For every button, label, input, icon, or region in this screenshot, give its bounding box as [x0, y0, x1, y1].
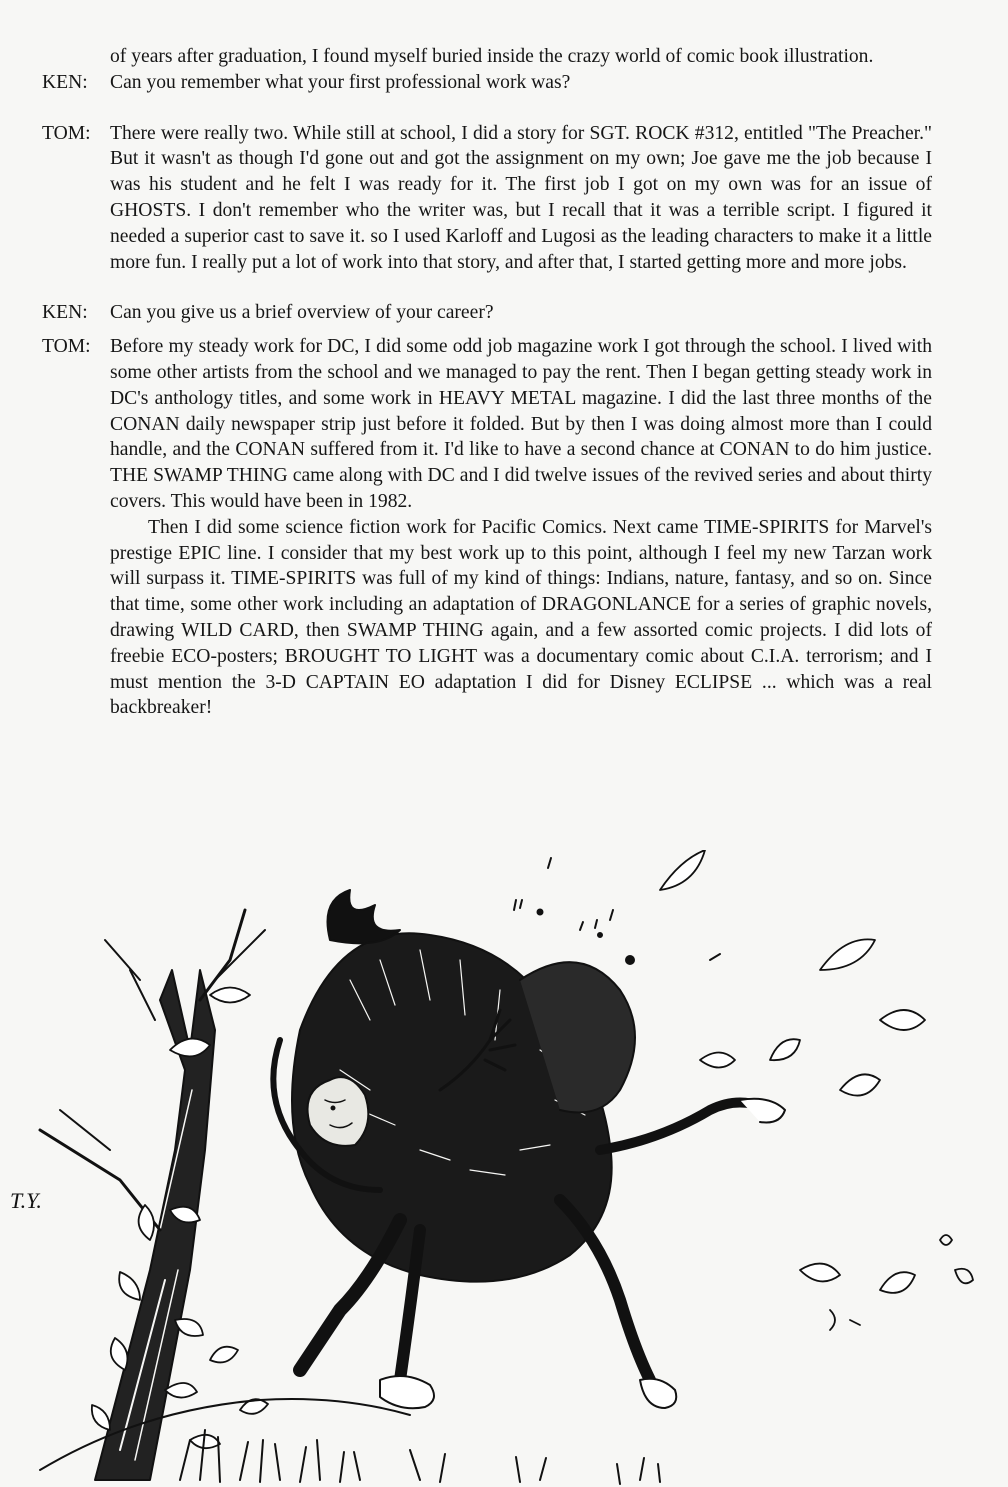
- answer-first-work: [42, 121, 932, 276]
- speaker-label: TOM:: [42, 122, 91, 144]
- question-text: Can you give us a brief overview of your career?: [110, 302, 494, 324]
- answer-text: Before my steady work for DC, I did some odd job magazine work I got through the school. I lived with some other artists from the school and we managed to pay the rent. Then I began getting steady work in DC's anthology titles, and some work in HEAVY METAL magazine. I did the last three months of the CONAN daily newspaper strip just before it folded. But by then I was doing almost more than I could handle, and the CONAN suffered from it. I'd like to have a second chance at CONAN to do him justice. THE SWAMP THING came along with DC and I did twelve issues of the revived series and about thirty covers. This would have been in 1982.: [110, 336, 932, 512]
- speaker-label: TOM:: [42, 336, 91, 358]
- question-text: Can you remember what your first professional work was?: [110, 71, 571, 93]
- ink-illustration: [0, 850, 1008, 1487]
- answer-text: Then I did some science fiction work for Pacific Comics. Next came TIME-SPIRITS for Marvel's prestige EPIC line. I consider that my best work up to this point, although I feel my new Tarzan work will surpass it. TIME-SPIRITS was full of my kind of things: Indians, nature, fantasy, and so on. Since that time, some other work including an adaptation of DRAGONLANCE for a series of graphic novels, drawing WILD CARD, then SWAMP THING again, and a few assorted comic projects. I did lots of freebie ECO-posters; BROUGHT TO LIGHT was a documentary comic about C.I.A. terrorism; and I must mention the 3-D CAPTAIN EO adaptation I did for Disney ECLIPSE ... which was a real backbreaker!: [110, 516, 932, 719]
- continuation-paragraph: [42, 44, 932, 70]
- continuation-text: of years after graduation, I found myself buried inside the crazy world of comic book illustration.: [110, 46, 874, 67]
- answer-career-continued: [42, 515, 932, 721]
- question-first-work: [42, 70, 932, 96]
- ape-figure: [273, 890, 785, 1408]
- answer-career: [42, 334, 932, 515]
- question-career: [42, 300, 932, 326]
- answer-text: There were really two. While still at school, I did a story for SGT. ROCK #312, entitled "The Preacher." But it wasn't as though I'd gone out and got the assignment on my own; Joe gave me the job because I was his student and he felt I was ready for it. The first job I got on my own was for an issue of GHOSTS. I don't remember who the writer was, but I recall that it was a terrible script. I figured it needed a superior cast to save it. so I used Karloff and Lugosi as the leading characters to make it a little more fun. I really put a lot of work into that story, and after that, I started getting more and more jobs.: [110, 122, 932, 273]
- interview-text: [42, 44, 932, 721]
- artist-signature: T.Y.: [10, 1188, 42, 1213]
- speaker-label: KEN:: [42, 302, 88, 324]
- speaker-label: KEN:: [42, 71, 88, 93]
